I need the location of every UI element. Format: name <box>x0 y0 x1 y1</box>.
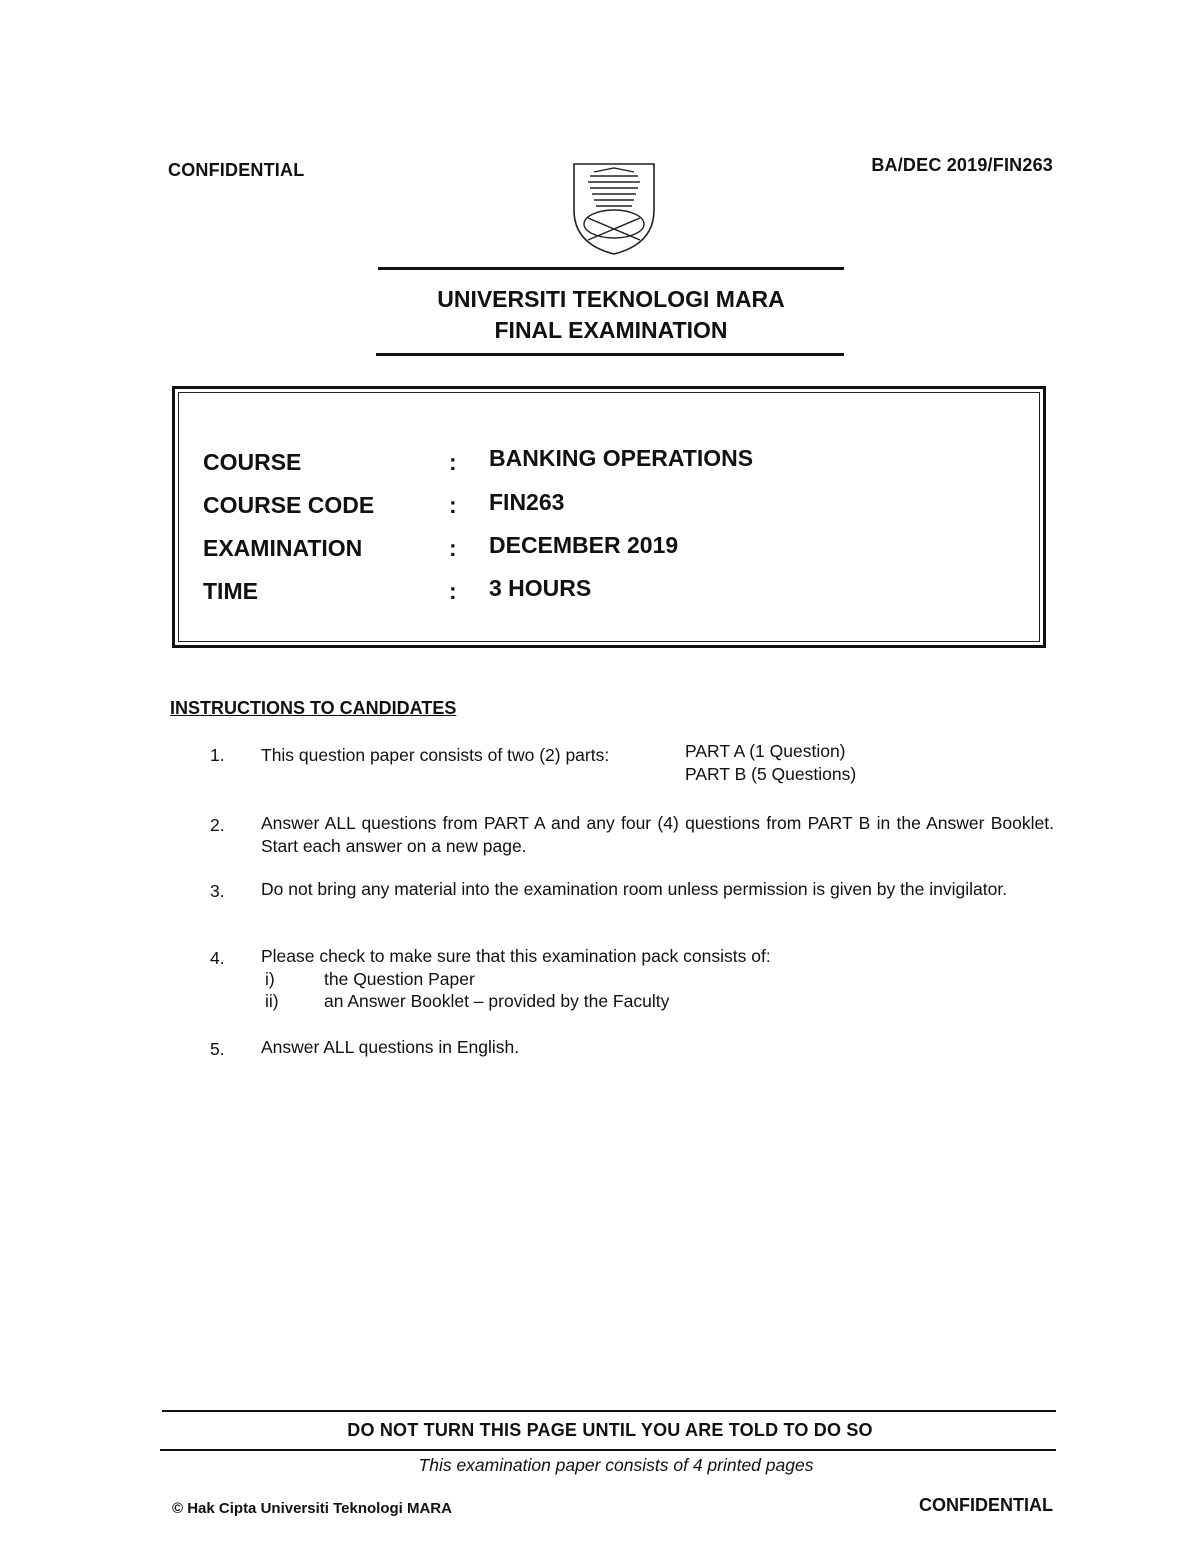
instructions-title: INSTRUCTIONS TO CANDIDATES <box>170 698 457 718</box>
footer-top-rule <box>162 1410 1056 1412</box>
instruction-number: 4. <box>210 948 225 968</box>
info-label: COURSE CODE <box>203 492 375 518</box>
info-colon: : <box>449 449 457 475</box>
sub-item-text: the Question Paper <box>324 969 475 989</box>
exam-title: FINAL EXAMINATION <box>494 317 728 343</box>
info-label: COURSE <box>203 449 302 475</box>
part-b: PART B (5 Questions) <box>685 764 857 784</box>
part-a: PART A (1 Question) <box>685 741 846 761</box>
do-not-turn-warning: DO NOT TURN THIS PAGE UNTIL YOU ARE TOLD TO DO SO <box>347 1420 873 1440</box>
instruction-text: This question paper consists of two (2) parts: <box>261 745 610 765</box>
instruction-text: Please check to make sure that this examination pack consists of: <box>261 946 771 966</box>
title-bottom-rule <box>376 353 844 356</box>
instruction-text: Do not bring any material into the examination room unless permission is given by the invigilator. <box>261 879 1008 899</box>
info-value: 3 HOURS <box>489 575 592 601</box>
instruction-number: 3. <box>210 881 225 901</box>
instruction-number: 5. <box>210 1039 225 1059</box>
confidential-footer: CONFIDENTIAL <box>919 1495 1053 1515</box>
info-colon: : <box>449 578 457 604</box>
confidential-header: CONFIDENTIAL <box>168 160 305 180</box>
instruction-number: 2. <box>210 815 225 835</box>
printed-pages-note: This examination paper consists of 4 printed pages <box>418 1455 814 1475</box>
university-name: UNIVERSITI TEKNOLOGI MARA <box>437 286 785 312</box>
title-top-rule <box>378 267 844 270</box>
instruction-text: Answer ALL questions from PART A and any four (4) questions from PART B in the Answer Booklet. Start each answer on a new page. <box>261 813 1054 856</box>
sub-item-text: an Answer Booklet – provided by the Faculty <box>324 991 670 1011</box>
info-value: FIN263 <box>489 489 565 515</box>
footer-bottom-rule <box>160 1449 1056 1451</box>
course-info-box <box>172 386 1046 648</box>
instruction-number: 1. <box>210 745 225 765</box>
info-value: BANKING OPERATIONS <box>489 445 754 471</box>
title-block <box>0 284 1200 346</box>
sub-item-number: ii) <box>265 991 279 1011</box>
copyright-notice: © Hak Cipta Universiti Teknologi MARA <box>172 1500 452 1517</box>
info-colon: : <box>449 535 457 561</box>
info-label: EXAMINATION <box>203 535 363 561</box>
info-colon: : <box>449 492 457 518</box>
info-value: DECEMBER 2019 <box>489 532 679 558</box>
sub-item-number: i) <box>265 969 275 989</box>
instruction-text: Answer ALL questions in English. <box>261 1037 520 1057</box>
paper-code: BA/DEC 2019/FIN263 <box>871 155 1053 175</box>
uitm-crest-icon <box>568 158 660 258</box>
info-label: TIME <box>203 578 258 604</box>
